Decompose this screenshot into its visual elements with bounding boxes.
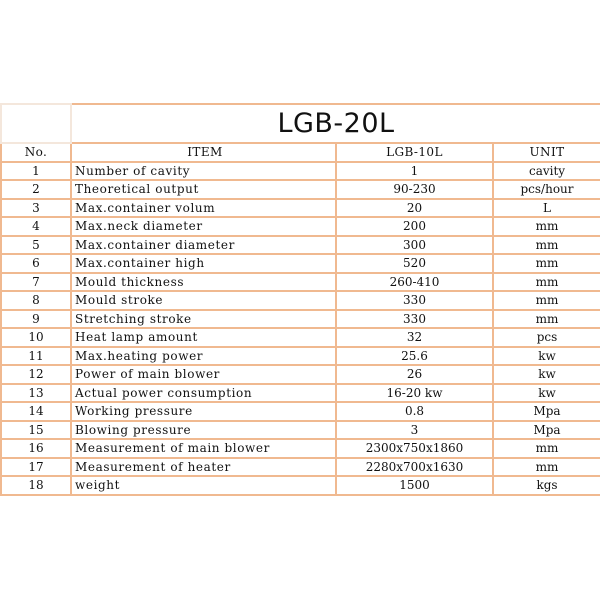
header-unit: UNIT — [493, 143, 600, 162]
table-row — [1, 162, 600, 181]
row-item: Max.container volum — [71, 199, 336, 218]
row-value: 1 — [336, 162, 493, 181]
table-row — [1, 421, 600, 440]
row-value: 260-410 — [336, 273, 493, 292]
row-unit: mm — [493, 291, 600, 310]
row-item: Max.heating power — [71, 347, 336, 366]
table-row — [1, 199, 600, 218]
table-row — [1, 310, 600, 329]
table-row — [1, 328, 600, 347]
row-value: 2300x750x1860 — [336, 439, 493, 458]
row-item: Blowing pressure — [71, 421, 336, 440]
row-no: 13 — [1, 384, 71, 403]
row-unit: kw — [493, 384, 600, 403]
row-value: 330 — [336, 291, 493, 310]
title-empty-cell — [1, 104, 71, 143]
row-no: 6 — [1, 254, 71, 273]
table-row — [1, 439, 600, 458]
row-unit: mm — [493, 254, 600, 273]
header-row — [1, 143, 600, 162]
spec-table — [0, 103, 600, 496]
row-item: Max.neck diameter — [71, 217, 336, 236]
table-row — [1, 347, 600, 366]
row-unit: L — [493, 199, 600, 218]
row-item: Heat lamp amount — [71, 328, 336, 347]
row-no: 4 — [1, 217, 71, 236]
row-value: 520 — [336, 254, 493, 273]
row-item: Measurement of heater — [71, 458, 336, 477]
table-row — [1, 476, 600, 495]
row-unit: kw — [493, 365, 600, 384]
header-no: No. — [1, 143, 71, 162]
table-row — [1, 458, 600, 477]
row-value: 32 — [336, 328, 493, 347]
row-unit: pcs/hour — [493, 180, 600, 199]
row-no: 3 — [1, 199, 71, 218]
row-item: Mould thickness — [71, 273, 336, 292]
row-item: Theoretical output — [71, 180, 336, 199]
row-no: 16 — [1, 439, 71, 458]
header-item: ITEM — [71, 143, 336, 162]
row-no: 5 — [1, 236, 71, 255]
row-no: 2 — [1, 180, 71, 199]
header-model: LGB-10L — [336, 143, 493, 162]
table-title: LGB-20L — [71, 104, 600, 143]
row-value: 20 — [336, 199, 493, 218]
row-unit: mm — [493, 273, 600, 292]
spec-table-body — [1, 104, 600, 495]
row-value: 3 — [336, 421, 493, 440]
table-row — [1, 402, 600, 421]
row-unit: pcs — [493, 328, 600, 347]
table-row — [1, 217, 600, 236]
row-unit: mm — [493, 236, 600, 255]
title-row — [1, 104, 600, 143]
row-value: 25.6 — [336, 347, 493, 366]
table-row — [1, 365, 600, 384]
row-no: 18 — [1, 476, 71, 495]
table-row — [1, 273, 600, 292]
row-value: 1500 — [336, 476, 493, 495]
row-value: 90-230 — [336, 180, 493, 199]
row-no: 12 — [1, 365, 71, 384]
row-no: 8 — [1, 291, 71, 310]
table-row — [1, 254, 600, 273]
table-row — [1, 236, 600, 255]
row-item: Power of main blower — [71, 365, 336, 384]
row-unit: Mpa — [493, 402, 600, 421]
row-unit: Mpa — [493, 421, 600, 440]
row-value: 300 — [336, 236, 493, 255]
row-item: Stretching stroke — [71, 310, 336, 329]
row-item: Actual power consumption — [71, 384, 336, 403]
row-value: 330 — [336, 310, 493, 329]
table-row — [1, 384, 600, 403]
row-no: 11 — [1, 347, 71, 366]
row-no: 9 — [1, 310, 71, 329]
row-item: Working pressure — [71, 402, 336, 421]
row-item: Measurement of main blower — [71, 439, 336, 458]
table-row — [1, 291, 600, 310]
row-item: Max.container high — [71, 254, 336, 273]
row-no: 17 — [1, 458, 71, 477]
row-no: 10 — [1, 328, 71, 347]
row-no: 14 — [1, 402, 71, 421]
table-row — [1, 180, 600, 199]
row-item: Number of cavity — [71, 162, 336, 181]
row-no: 1 — [1, 162, 71, 181]
row-unit: cavity — [493, 162, 600, 181]
row-value: 0.8 — [336, 402, 493, 421]
row-value: 2280x700x1630 — [336, 458, 493, 477]
row-unit: kw — [493, 347, 600, 366]
row-value: 16-20 kw — [336, 384, 493, 403]
row-item: weight — [71, 476, 336, 495]
row-item: Mould stroke — [71, 291, 336, 310]
row-no: 15 — [1, 421, 71, 440]
row-unit: mm — [493, 310, 600, 329]
row-value: 200 — [336, 217, 493, 236]
row-no: 7 — [1, 273, 71, 292]
row-value: 26 — [336, 365, 493, 384]
row-unit: mm — [493, 439, 600, 458]
row-item: Max.container diameter — [71, 236, 336, 255]
row-unit: mm — [493, 458, 600, 477]
row-unit: mm — [493, 217, 600, 236]
row-unit: kgs — [493, 476, 600, 495]
